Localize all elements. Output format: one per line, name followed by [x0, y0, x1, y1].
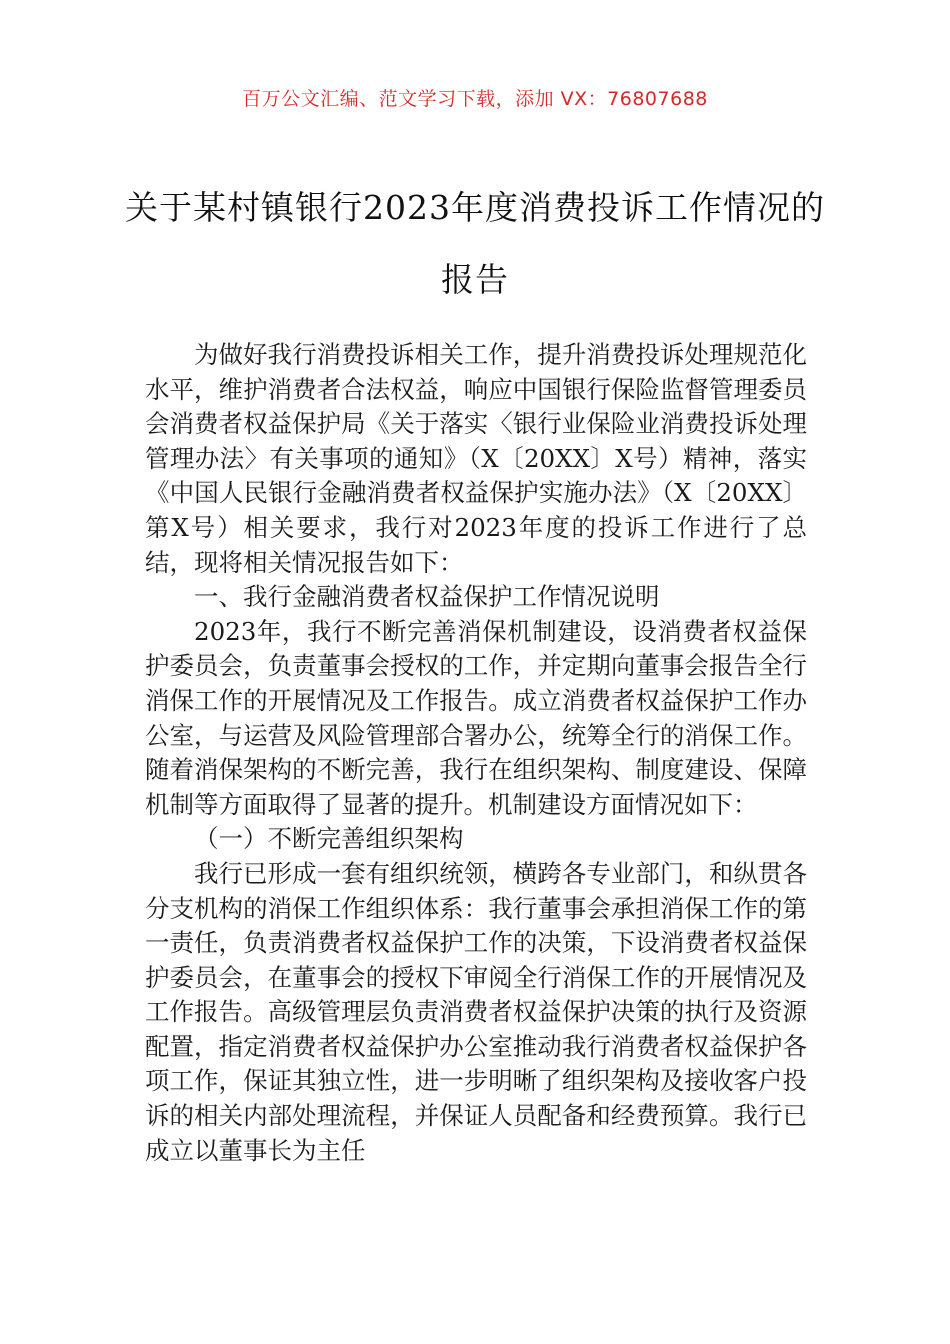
- paragraph-section-1: 2023年，我行不断完善消保机制建设，设消费者权益保护委员会，负责董事会授权的工作，并定期向董事会报告全行消保工作的开展情况及工作报告。成立消费者权益保护工作办公室，与运营及风险管理部合署办公，统筹全行的消保工作。随着消保架构的不断完善，我行在组织架构、制度建设、保障机制等方面取得了显著的提升。机制建设方面情况如下：: [145, 616, 807, 819]
- promo-banner: 百万公文汇编、范文学习下载，添加 VX：76807688: [242, 88, 708, 110]
- document-title: 关于某村镇银行2023年度消费投诉工作情况的报告: [125, 188, 825, 299]
- document-body: [145, 338, 807, 1168]
- section-heading-1: 一、我行金融消费者权益保护工作情况说明: [194, 582, 660, 612]
- paragraph-subsection-1: 我行已形成一套有组织统领，横跨各专业部门，和纵贯各分支机构的消保工作组织体系：我行董事会承担消保工作的第一责任，负责消费者权益保护工作的决策，下设消费者权益保护委员会，在董事会的授权下审阅全行消保工作的开展情况及工作报告。高级管理层负责消费者权益保护决策的执行及资源配置，指定消费者权益保护办公室推动我行消费者权益保护各项工作，保证其独立性，进一步明晰了组织架构及接收客户投诉的相关内部处理流程，并保证人员配备和经费预算。我行已成立以董事长为主任: [145, 858, 807, 1165]
- paragraph-intro: 为做好我行消费投诉相关工作，提升消费投诉处理规范化水平，维护消费者合法权益，响应中国银行保险监督管理委员会消费者权益保护局《关于落实〈银行业保险业消费投诉处理管理办法〉有关事项的通知》（X〔20XX〕X号）精神，落实《中国人民银行金融消费者权益保护实施办法》（X〔20XX〕第X号）相关要求，我行对2023年度的投诉工作进行了总结，现将相关情况报告如下：: [145, 340, 807, 577]
- subsection-heading-1: （一）不断完善组织架构: [194, 824, 464, 854]
